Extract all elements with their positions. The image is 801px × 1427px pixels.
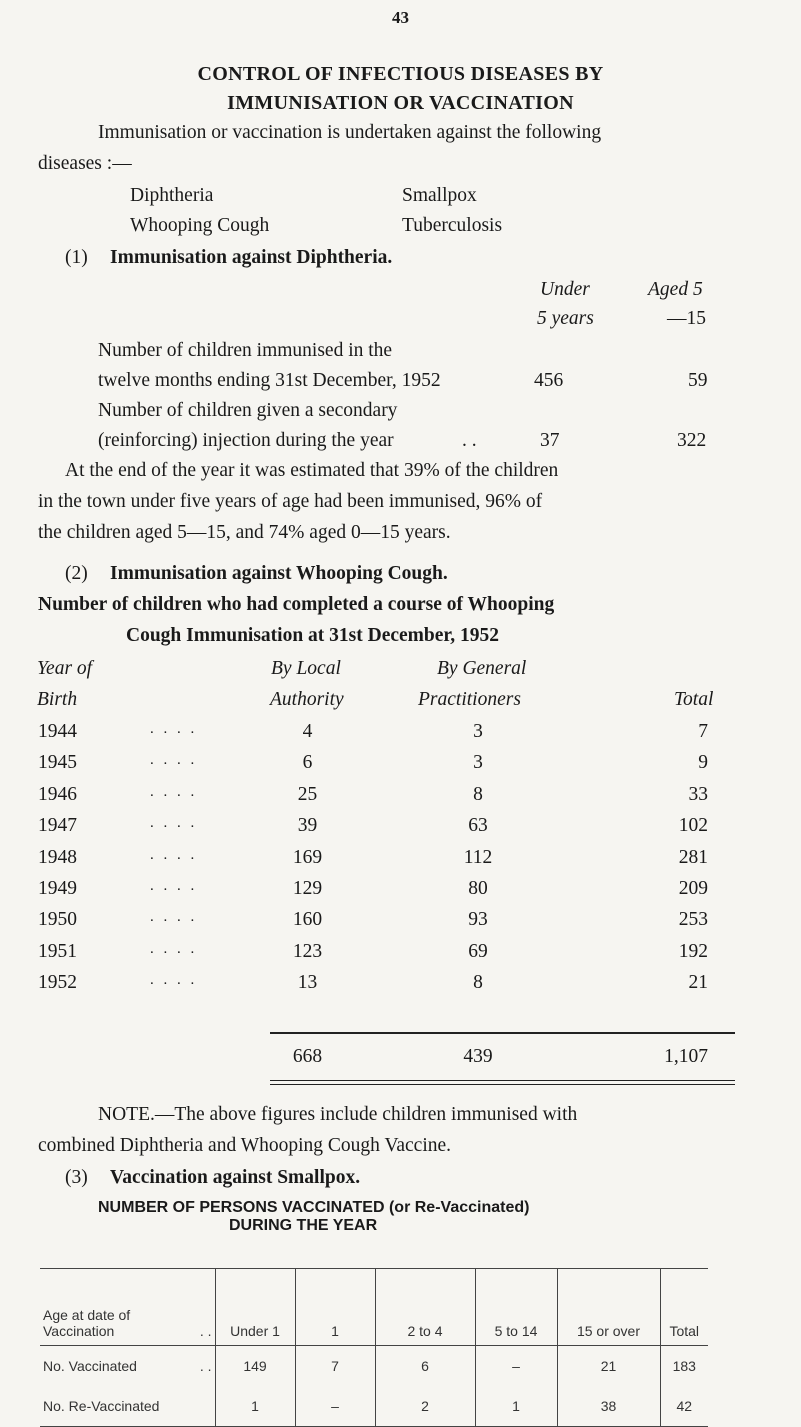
col-under5-header-2: 5 years bbox=[537, 308, 594, 329]
title-line-2: IMMUNISATION OR VACCINATION bbox=[227, 92, 574, 114]
page-number: 43 bbox=[392, 8, 409, 27]
col-aged-header-2: —15 bbox=[667, 308, 706, 329]
row-local: 123 bbox=[292, 941, 323, 962]
intro-line-2: diseases :— bbox=[38, 153, 132, 174]
row-general: 69 bbox=[468, 941, 488, 962]
row-year: 1949 bbox=[38, 878, 77, 899]
row-total: 7 bbox=[698, 721, 708, 742]
row1-under5: 456 bbox=[534, 370, 564, 391]
row-total: 9 bbox=[698, 752, 708, 773]
row-dots: . . . . bbox=[150, 815, 198, 831]
smallpox-header-age bbox=[40, 1269, 215, 1346]
section1-para-3: the children aged 5—15, and 74% aged 0—15 years. bbox=[38, 522, 451, 543]
section2-subheading-2: Cough Immunisation at 31st December, 1952 bbox=[126, 625, 500, 646]
smallpox-header-age-2: Vaccination bbox=[43, 1323, 115, 1339]
row1-label-2: twelve months ending 31st December, 1952 bbox=[98, 370, 441, 391]
section3-heading: Vaccination against Smallpox. bbox=[110, 1167, 361, 1188]
row-general: 8 bbox=[473, 972, 483, 993]
table-cell: – bbox=[475, 1346, 557, 1387]
row-local: 13 bbox=[297, 972, 318, 993]
table-row bbox=[40, 1386, 708, 1427]
row-local: 25 bbox=[297, 784, 318, 805]
row-year: 1944 bbox=[38, 721, 77, 742]
section2-number: (2) bbox=[65, 563, 88, 584]
header-general-1: By General bbox=[437, 658, 527, 679]
row-general: 63 bbox=[468, 815, 488, 836]
section2-subheading-1: Number of children who had completed a course of Whooping bbox=[38, 594, 555, 615]
disease-diphtheria: Diphtheria bbox=[130, 185, 214, 206]
row2-under5: 37 bbox=[540, 430, 560, 451]
section1-heading: Immunisation against Diphtheria. bbox=[110, 247, 393, 268]
note-line-1: NOTE.—The above figures include children immunised with bbox=[98, 1104, 578, 1125]
smallpox-table bbox=[40, 1268, 708, 1427]
table-cell: 1 bbox=[215, 1386, 295, 1427]
section3-number: (3) bbox=[65, 1167, 88, 1188]
col-under5-header-1: Under bbox=[540, 279, 590, 300]
totals-rule-double-2 bbox=[270, 1084, 735, 1085]
disease-tuberculosis: Tuberculosis bbox=[402, 215, 503, 236]
row-dots: . . . . bbox=[150, 878, 198, 894]
smallpox-col-2to4: 2 to 4 bbox=[375, 1269, 475, 1346]
row-general: 3 bbox=[473, 721, 483, 742]
row-local: 6 bbox=[302, 752, 313, 773]
row-year: 1951 bbox=[38, 941, 77, 962]
smallpox-col-5to14: 5 to 14 bbox=[475, 1269, 557, 1346]
col-aged-header-1: Aged 5 bbox=[648, 279, 703, 300]
total-general: 439 bbox=[463, 1046, 493, 1067]
row-dots: . . . . bbox=[150, 752, 198, 768]
smallpox-col-total: Total bbox=[660, 1269, 708, 1346]
smallpox-col-under1: Under 1 bbox=[215, 1269, 295, 1346]
row-general: 112 bbox=[463, 847, 493, 868]
section3-subheading-2: DURING THE YEAR bbox=[229, 1217, 378, 1234]
row1-label-1: Number of children immunised in the bbox=[98, 340, 393, 361]
table-cell: 38 bbox=[557, 1386, 660, 1427]
row-total: 102 bbox=[678, 815, 708, 836]
section1-number: (1) bbox=[65, 247, 88, 268]
row-total: 21 bbox=[688, 972, 708, 993]
row-general: 80 bbox=[468, 878, 488, 899]
row-dots: . . . . bbox=[150, 847, 198, 863]
header-local-1: By Local bbox=[271, 658, 341, 679]
table-cell: 21 bbox=[557, 1346, 660, 1387]
smallpox-row-label: No. Vaccinated . . bbox=[43, 1358, 212, 1374]
row-dots: . . . . bbox=[150, 721, 198, 737]
smallpox-col-1: 1 bbox=[295, 1269, 375, 1346]
disease-whooping-cough: Whooping Cough bbox=[130, 215, 270, 236]
totals-rule-double-1 bbox=[270, 1080, 735, 1081]
row-dots: . . . . bbox=[150, 972, 198, 988]
header-year-1: Year of bbox=[37, 658, 93, 679]
row-general: 3 bbox=[473, 752, 483, 773]
section1-para-1: At the end of the year it was estimated that 39% of the children bbox=[65, 460, 559, 481]
row-year: 1950 bbox=[38, 909, 77, 930]
row-dots: . . . . bbox=[150, 909, 198, 925]
table-cell: 7 bbox=[295, 1346, 375, 1387]
totals-rule-top bbox=[270, 1032, 735, 1034]
smallpox-header-age-1: Age at date of bbox=[43, 1307, 131, 1323]
section1-para-2: in the town under five years of age had been immunised, 96% of bbox=[38, 491, 543, 512]
row1-aged: 59 bbox=[688, 370, 708, 391]
header-general-2: Practitioners bbox=[418, 689, 521, 710]
row-year: 1945 bbox=[38, 752, 77, 773]
row2-label-2: (reinforcing) injection during the year bbox=[98, 430, 394, 451]
table-cell: 2 bbox=[375, 1386, 475, 1427]
row-dots: . . . . bbox=[150, 941, 198, 957]
row-year: 1952 bbox=[38, 972, 77, 993]
row-total: 281 bbox=[678, 847, 708, 868]
smallpox-table-header bbox=[40, 1269, 708, 1346]
section2-heading: Immunisation against Whooping Cough. bbox=[110, 563, 448, 584]
row-dots: . . . . bbox=[150, 784, 198, 800]
row-local: 160 bbox=[292, 909, 323, 930]
table-cell: 6 bbox=[375, 1346, 475, 1387]
header-local-2: Authority bbox=[270, 689, 344, 710]
table-row bbox=[40, 1346, 708, 1387]
section3-subheading-1: NUMBER OF PERSONS VACCINATED (or Re-Vaccinated) bbox=[98, 1199, 530, 1216]
smallpox-col-15over: 15 or over bbox=[557, 1269, 660, 1346]
header-year-2: Birth bbox=[37, 689, 78, 710]
row-general: 8 bbox=[473, 784, 483, 805]
table-cell: – bbox=[295, 1386, 375, 1427]
title-line-1: CONTROL OF INFECTIOUS DISEASES BY bbox=[197, 63, 604, 85]
smallpox-row-label: No. Re-Vaccinated bbox=[43, 1398, 160, 1414]
row-local: 169 bbox=[292, 847, 323, 868]
smallpox-header-dots: . . bbox=[199, 1323, 212, 1339]
row-local: 129 bbox=[292, 878, 323, 899]
total-total: 1,107 bbox=[664, 1046, 708, 1067]
row-local: 4 bbox=[302, 721, 313, 742]
total-local: 668 bbox=[292, 1046, 323, 1067]
disease-smallpox: Smallpox bbox=[402, 185, 477, 206]
table-cell: 149 bbox=[215, 1346, 295, 1387]
header-total: Total bbox=[674, 689, 714, 710]
row-local: 39 bbox=[297, 815, 318, 836]
intro-line-1: Immunisation or vaccination is undertaken against the following bbox=[98, 122, 602, 143]
row-total: 253 bbox=[678, 909, 708, 930]
table-cell: 183 bbox=[660, 1346, 708, 1387]
row-year: 1946 bbox=[38, 784, 77, 805]
table-cell: 42 bbox=[660, 1386, 708, 1427]
row-year: 1947 bbox=[38, 815, 77, 836]
table-cell: 1 bbox=[475, 1386, 557, 1427]
row2-dots: . . bbox=[462, 430, 477, 451]
row-year: 1948 bbox=[38, 847, 77, 868]
row-total: 192 bbox=[678, 941, 708, 962]
row-total: 33 bbox=[688, 784, 708, 805]
row2-aged: 322 bbox=[677, 430, 707, 451]
note-line-2: combined Diphtheria and Whooping Cough Vaccine. bbox=[38, 1135, 452, 1156]
row-general: 93 bbox=[468, 909, 488, 930]
row-total: 209 bbox=[678, 878, 708, 899]
row2-label-1: Number of children given a secondary bbox=[98, 400, 398, 421]
